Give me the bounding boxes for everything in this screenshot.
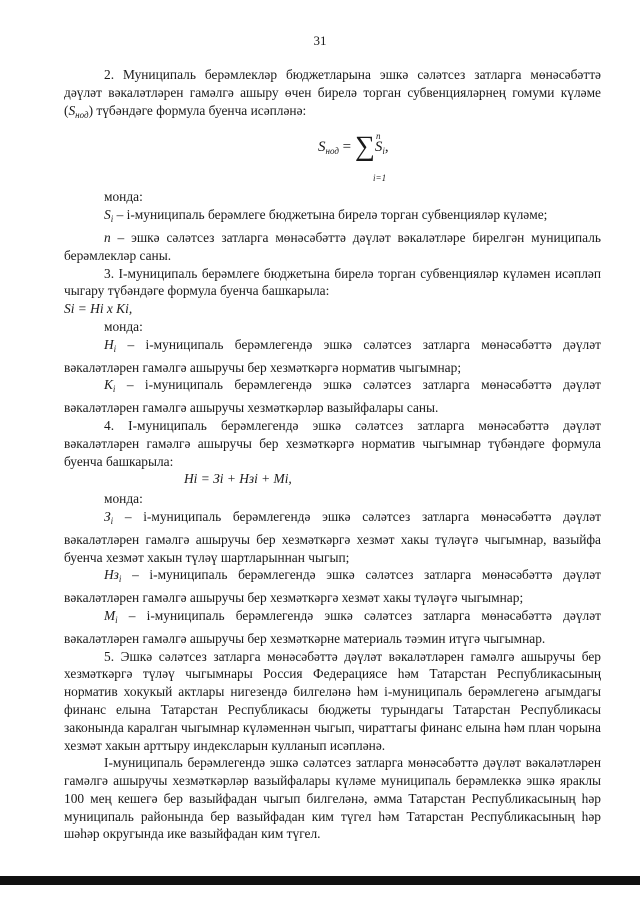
section-5-paragraph-2: I-муниципаль берәмлегендә эшкә сәләтсез затларга мөнәсәбәттә дәүләт вәкаләтләрен гамәлгә ашыручы хезмәткәрләр вазыйфалары күләме муниципаль берәмлеккә эшкә яраклы 100 мең кешегә бер вазыйфадан чыгып билгеләнә, әмма Татарстан Республикасының һәр муниципаль районында бер вазыйфадан ким түгел һәм Татарстан Республикасының һәр шәһәр округында ике вазыйфадан ким түгел.	[64, 755, 601, 842]
section-4-def-nzi: $Нз_i$ – i-муниципаль берәмлегендә эшкә сәләтсез затларга мөнәсәбәттә дәүләт вәкаләтләрен гамәлгә ашыручы бер хезмәткәргә хезмәт хакы түләүгә чыгымнар;	[64, 567, 601, 606]
section-4-paragraph: 4. I-муниципаль берәмлегендә эшкә сәләтсез затларга мөнәсәбәттә дәүләт вәкаләтләрен гамәлгә ашыручы бер хезмәткәргә норматив чыгымнар түбәндәге формула буенча башкарыла:	[64, 417, 601, 469]
section-2-paragraph	[64, 66, 601, 124]
formula-lhs: S	[318, 139, 326, 156]
section-3-where: монда:	[104, 318, 143, 334]
section-2-def-si: $S_i$ – i-муниципаль берәмлеге бюджетына бирелә торган субвенцияләр күләме;	[104, 207, 548, 225]
section-2-text-end: ) түбәндәге формула буенча исәпләнә:	[88, 102, 307, 118]
sum-lower-limit: i=1	[373, 173, 387, 184]
sum-upper-limit: n	[376, 131, 381, 142]
formula-normative: Hi = Зi + Нзi + Mi,	[184, 471, 292, 487]
formula-lhs-sub: нод	[325, 146, 339, 157]
section-3-def-hi: $Н_i$ – i-муниципаль берәмлегендә эшкә сәләтсез затларга мөнәсәбәттә дәүләт вәкаләтләрен гамәлгә ашыручы бер хезмәткәргә норматив чыгымнар;	[64, 336, 601, 375]
section-4-where: монда:	[104, 491, 143, 507]
page-number: 31	[313, 33, 327, 48]
formula-rhs-sub: i	[382, 146, 385, 157]
formula-subvention-i: Si = Hi x Ki,	[64, 301, 133, 317]
section-4-def-zi: $З_i$ – i-муниципаль берәмлегендә эшкә сәләтсез затларга мөнәсәбәттә дәүләт вәкаләтләрен гамәлгә ашыручы бер хезмәткәргә хезмәт хакы түләүгә чыгымнар, вазыйфа буенча хезмәт хакын түләү шартларыннан чыгып;	[64, 508, 601, 565]
s-nod-variable: $S_{нод}$	[68, 102, 89, 120]
section-2-def-n: n – эшкә сәләтсез затларга мөнәсәбәттә дәүләт вәкаләтләре бирелгән муниципаль берәмлекләр саны.	[64, 229, 601, 263]
formula-rhs: S	[374, 139, 383, 156]
formula-tail: ,	[384, 139, 389, 156]
formula-eq: =	[338, 139, 355, 156]
section-5-paragraph-1: 5. Эшкә сәләтсез затларга мөнәсәбәттә дәүләт вәкаләтләрен гамәлгә ашыручы бер хезмәткәргә түләү чыгымнары Россия Федерациясе һәм Татарстан Республикасының норматив хокукый актлары нигезендә билгеләнә һәм i-муниципаль берәмлегенә агымдагы финанс елына Татарстан Республикасы бюджеты турындагы Татарстан Республикасы законында каралган чыгымнар күләменнән чыгып, чираттагы финанс елына һәм план чорына хезмәт хакын арттыру индексларын кулланып исәпләнә.	[64, 648, 601, 753]
section-3-paragraph: 3. I-муниципаль берәмлеге бюджетына бирелә торган субвенцияләр күләмен исәпләп чыгару түбәндәге формула буенча башкарыла:	[64, 265, 601, 299]
section-2-text: 2. Муниципаль берәмлекләр бюджетларына эшкә сәләтсез затларга мөнәсәбәттә дәүләт вәкаләтләрен гамәлгә ашыру өчен бирелә торган субвенцияләрнең гомуми күләме (	[64, 67, 601, 118]
formula-subvention-total	[64, 130, 601, 186]
document-body	[64, 66, 601, 843]
section-4-def-mi: $М_i$ – i-муниципаль берәмлегендә эшкә сәләтсез затларга мөнәсәбәттә дәүләт вәкаләтләрен гамәлгә ашыручы бер хезмәткәрне материаль тәэмин итүгә чыгымнар.	[64, 607, 601, 646]
footer-bar	[0, 876, 640, 885]
section-2-where: монда:	[104, 189, 143, 205]
section-3-def-ki: $К_i$ – i-муниципаль берәмлегендә эшкә сәләтсез затларга мөнәсәбәттә дәүләт вәкаләтләрен гамәлгә ашыручы хезмәткәрләр вазыйфалары саны.	[64, 377, 601, 416]
sigma-icon: ∑	[354, 131, 375, 163]
